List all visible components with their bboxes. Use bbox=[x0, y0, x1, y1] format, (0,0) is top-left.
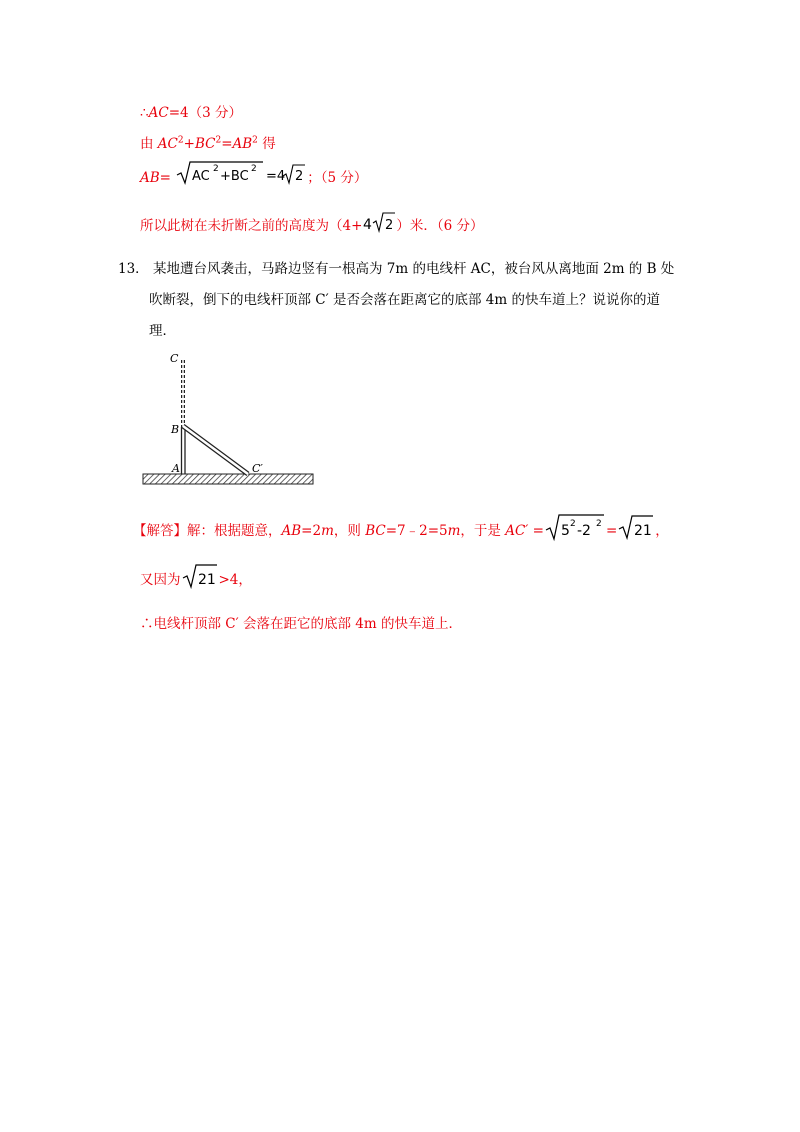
question-text-1: 某地遭台风袭击，马路边竖有一根高为 7m 的电线杆 AC，被台风从离地面 2m 的 B 处 bbox=[152, 261, 675, 277]
four-root-two-icon bbox=[362, 210, 396, 234]
conclusion-text: ∴电线杆顶部 C′ 会落在距它的底部 4m 的快车道上． bbox=[140, 616, 462, 632]
answer-line-1 bbox=[133, 512, 669, 542]
therefore-symbol: ∴ bbox=[140, 105, 149, 121]
solution-line-1 bbox=[140, 101, 242, 121]
label-cprime: C′ bbox=[252, 462, 263, 475]
comma: ， bbox=[655, 523, 669, 539]
var-ac: AC bbox=[157, 136, 178, 152]
text-get: 得 bbox=[257, 136, 276, 152]
svg-text:+BC: +BC bbox=[220, 169, 249, 184]
var-acprime: AC′ bbox=[505, 523, 529, 539]
question-line-3 bbox=[118, 316, 674, 347]
answer-line-3 bbox=[140, 612, 462, 632]
question-13 bbox=[118, 254, 674, 347]
answer-line-2 bbox=[140, 562, 252, 590]
ground-strip bbox=[143, 474, 313, 484]
question-number: 13． bbox=[118, 261, 149, 277]
svg-text:21: 21 bbox=[197, 572, 216, 588]
var-bc: BC bbox=[194, 136, 216, 152]
svg-text:2: 2 bbox=[569, 519, 576, 529]
svg-text:2: 2 bbox=[213, 164, 220, 174]
svg-text:2: 2 bbox=[385, 218, 394, 233]
svg-text:5: 5 bbox=[560, 523, 570, 539]
label-a: A bbox=[172, 462, 180, 475]
sqrt-21-icon bbox=[181, 562, 219, 590]
svg-text:2: 2 bbox=[295, 169, 304, 184]
value-2: =2 bbox=[301, 523, 322, 539]
label-b: B bbox=[171, 423, 180, 436]
svg-text:2: 2 bbox=[251, 164, 258, 174]
plus-sign: + bbox=[183, 136, 195, 152]
var-ab: AB bbox=[140, 170, 160, 186]
var-ab: AB bbox=[281, 523, 302, 539]
svg-text:4: 4 bbox=[363, 217, 373, 233]
question-line-2 bbox=[118, 285, 674, 316]
svg-text:AC: AC bbox=[192, 169, 211, 184]
unit-score-6: ）米．（6 分） bbox=[396, 218, 484, 234]
score-5: ；（5 分） bbox=[307, 170, 368, 186]
solution-line-4 bbox=[140, 210, 484, 234]
text-by: 由 bbox=[140, 136, 158, 152]
greater-than-4: >4， bbox=[218, 572, 252, 588]
svg-text:21: 21 bbox=[634, 523, 653, 539]
answer-tag: 【解答】 bbox=[133, 523, 187, 539]
answer-intro: 解：根据题意， bbox=[187, 523, 282, 539]
var-ac: AC bbox=[148, 105, 169, 121]
unit-m: m bbox=[447, 523, 461, 539]
question-text-2: 吹断裂，倒下的电线杆顶部 C′ 是否会落在距离它的底部 4m 的快车道上？说说你的道 bbox=[149, 292, 660, 308]
var-bc: BC bbox=[365, 523, 386, 539]
unit-m: m bbox=[321, 523, 334, 539]
sqrt-21-icon bbox=[617, 513, 655, 541]
svg-text:-2: -2 bbox=[576, 523, 591, 539]
svg-text:2: 2 bbox=[595, 519, 602, 529]
height-text: 所以此树在未折断之前的高度为（4+ bbox=[140, 218, 363, 234]
equals-sign: = bbox=[221, 136, 233, 152]
solution-line-3 bbox=[140, 160, 367, 186]
solution-line-2: 由 $AC^2+BC^2=AB^2$ 得 bbox=[140, 135, 276, 152]
equals-sign: = bbox=[605, 523, 618, 539]
equals-sign: = bbox=[528, 523, 544, 539]
question-text-3: 理． bbox=[149, 323, 176, 339]
svg-text:=4: =4 bbox=[266, 169, 286, 184]
text-then: ，则 bbox=[333, 523, 366, 539]
sqrt-5-2-icon bbox=[544, 512, 606, 542]
question-line-1 bbox=[118, 254, 674, 285]
equals-sign: = bbox=[159, 170, 171, 186]
pole-figure bbox=[138, 348, 318, 490]
label-c: C bbox=[170, 352, 179, 365]
equals-4: =4 bbox=[168, 105, 189, 121]
var-ab: AB bbox=[232, 136, 253, 152]
bc-calc: =7﹣2=5 bbox=[385, 523, 448, 539]
score-3: （3 分） bbox=[188, 105, 242, 121]
text-so: ，于是 bbox=[460, 523, 506, 539]
sqrt-expression-icon bbox=[175, 160, 307, 186]
text-also: 又因为 bbox=[140, 572, 181, 588]
